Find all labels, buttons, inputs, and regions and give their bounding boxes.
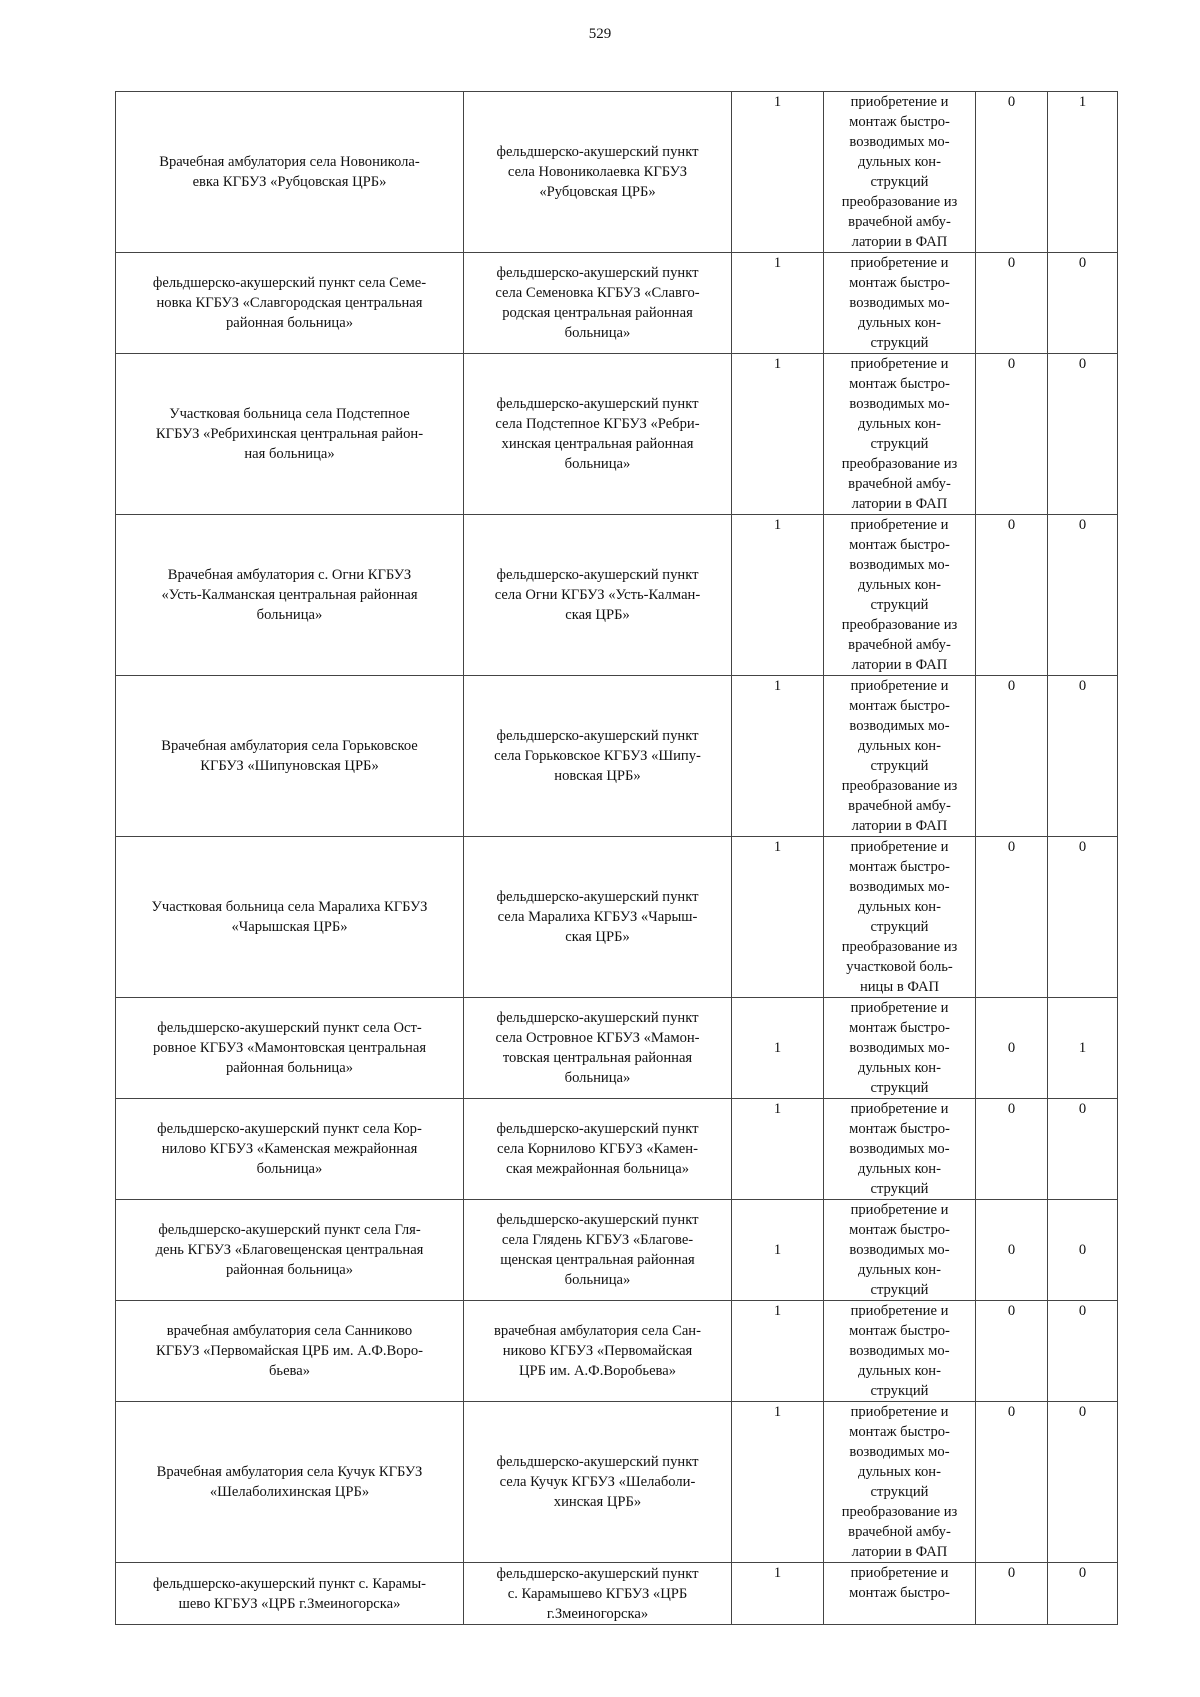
table-row xyxy=(116,1563,1118,1625)
quantity-cell: 1 xyxy=(732,837,824,998)
action-line: преобразование из xyxy=(841,939,958,955)
table-row xyxy=(116,1200,1118,1301)
quantity-cell: 1 xyxy=(732,354,824,515)
facility-line: села Новониколаевка КГБУЗ xyxy=(507,164,688,180)
organization-line: КГБУЗ «Ребрихинская центральная район- xyxy=(155,426,424,442)
action-cell xyxy=(824,515,976,676)
action-line: приобретение и xyxy=(850,94,949,110)
value-cell-1: 0 xyxy=(976,1402,1048,1563)
action-cell xyxy=(824,1301,976,1402)
value-cell-1: 0 xyxy=(976,1099,1048,1200)
facility-line: «Рубцовская ЦРБ» xyxy=(539,184,656,200)
action-line: дульных кон- xyxy=(858,315,941,331)
organization-cell xyxy=(116,998,464,1099)
action-line: возводимых мо- xyxy=(849,396,950,412)
quantity-cell: 1 xyxy=(732,676,824,837)
action-line: возводимых мо- xyxy=(849,1343,950,1359)
organization-cell xyxy=(116,1402,464,1563)
action-line: монтаж быстро- xyxy=(849,859,950,875)
facility-line: ская межрайонная больница» xyxy=(506,1161,689,1177)
action-line: латории в ФАП xyxy=(851,818,948,834)
facility-cell xyxy=(464,253,732,354)
organization-line: Врачебная амбулатория села Горьковское xyxy=(161,738,418,754)
value-cell-2: 0 xyxy=(1048,1301,1118,1402)
organization-line: КГБУЗ «Первомайская ЦРБ им. А.Ф.Воро- xyxy=(155,1343,424,1359)
value-cell-2: 0 xyxy=(1048,837,1118,998)
action-line: приобретение и xyxy=(850,1404,949,1420)
facility-line: села Корнилово КГБУЗ «Камен- xyxy=(497,1141,698,1157)
value-cell-2: 0 xyxy=(1048,1200,1118,1301)
facilities-table-body xyxy=(116,92,1118,1625)
action-line: врачебной амбу- xyxy=(848,637,951,653)
action-line: приобретение и xyxy=(850,678,949,694)
action-line: струкций xyxy=(870,919,929,935)
organization-line: нилово КГБУЗ «Каменская межрайонная xyxy=(161,1141,418,1157)
organization-line: Участковая больница села Подстепное xyxy=(169,406,410,422)
action-line: ницы в ФАП xyxy=(859,979,940,995)
facility-line: товская центральная районная xyxy=(502,1050,693,1066)
facility-line: больница» xyxy=(564,1070,631,1086)
organization-line: новка КГБУЗ «Славгородская центральная xyxy=(156,295,423,311)
action-line: приобретение и xyxy=(850,1303,949,1319)
value-cell-2: 0 xyxy=(1048,354,1118,515)
facility-line: села Семеновка КГБУЗ «Славго- xyxy=(495,285,700,301)
facility-line: села Маралиха КГБУЗ «Чарыш- xyxy=(497,909,698,925)
facility-line: села Подстепное КГБУЗ «Ребри- xyxy=(495,416,700,432)
facility-cell xyxy=(464,1200,732,1301)
facility-line: села Глядень КГБУЗ «Благове- xyxy=(501,1232,694,1248)
table-row xyxy=(116,676,1118,837)
table-row xyxy=(116,837,1118,998)
action-line: возводимых мо- xyxy=(849,134,950,150)
facility-line: хинская ЦРБ» xyxy=(553,1494,642,1510)
facility-line: ская ЦРБ» xyxy=(565,929,630,945)
organization-line: Врачебная амбулатория села Кучук КГБУЗ xyxy=(156,1464,423,1480)
action-line: приобретение и xyxy=(850,1565,949,1581)
action-line: струкций xyxy=(870,1383,929,1399)
value-cell-2: 0 xyxy=(1048,253,1118,354)
action-line: дульных кон- xyxy=(858,1060,941,1076)
facility-line: ЦРБ им. А.Ф.Воробьева» xyxy=(518,1363,677,1379)
action-line: струкций xyxy=(870,758,929,774)
table-row xyxy=(116,1402,1118,1563)
organization-line: больница» xyxy=(256,1161,323,1177)
organization-line: Участковая больница села Маралиха КГБУЗ xyxy=(151,899,428,915)
organization-line: день КГБУЗ «Благовещенская центральная xyxy=(155,1242,424,1258)
action-line: монтаж быстро- xyxy=(849,275,950,291)
action-cell xyxy=(824,354,976,515)
value-cell-2: 0 xyxy=(1048,1563,1118,1625)
facility-cell xyxy=(464,998,732,1099)
organization-cell xyxy=(116,253,464,354)
action-line: возводимых мо- xyxy=(849,1141,950,1157)
action-line: приобретение и xyxy=(850,356,949,372)
value-cell-2: 0 xyxy=(1048,1402,1118,1563)
action-line: преобразование из xyxy=(841,778,958,794)
action-line: приобретение и xyxy=(850,1000,949,1016)
facility-line: села Горьковское КГБУЗ «Шипу- xyxy=(494,748,701,764)
facility-line: фельдшерско-акушерский пункт xyxy=(496,1010,699,1026)
organization-cell xyxy=(116,1099,464,1200)
facility-line: врачебная амбулатория села Сан- xyxy=(494,1323,701,1339)
action-line: дульных кон- xyxy=(858,1464,941,1480)
action-cell xyxy=(824,1200,976,1301)
organization-line: Врачебная амбулатория села Новоникола- xyxy=(159,154,420,170)
action-line: струкций xyxy=(870,174,929,190)
value-cell-2: 1 xyxy=(1048,998,1118,1099)
table-row xyxy=(116,515,1118,676)
action-line: монтаж быстро- xyxy=(849,1424,950,1440)
quantity-cell: 1 xyxy=(732,1301,824,1402)
table-row xyxy=(116,253,1118,354)
facility-line: щенская центральная районная xyxy=(500,1252,695,1268)
facility-line: фельдшерско-акушерский пункт xyxy=(496,728,699,744)
organization-line: «Усть-Калманская центральная районная xyxy=(161,587,418,603)
action-line: возводимых мо- xyxy=(849,1444,950,1460)
action-line: дульных кон- xyxy=(858,1262,941,1278)
organization-line: фельдшерско-акушерский пункт села Семе- xyxy=(152,275,427,291)
table-row xyxy=(116,1099,1118,1200)
facility-line: родская центральная районная xyxy=(502,305,693,321)
action-line: возводимых мо- xyxy=(849,295,950,311)
organization-cell xyxy=(116,676,464,837)
facility-line: больница» xyxy=(564,1272,631,1288)
organization-cell xyxy=(116,92,464,253)
action-line: струкций xyxy=(870,1080,929,1096)
action-line: преобразование из xyxy=(841,456,958,472)
organization-line: евка КГБУЗ «Рубцовская ЦРБ» xyxy=(192,174,387,190)
value-cell-1: 0 xyxy=(976,253,1048,354)
quantity-cell: 1 xyxy=(732,998,824,1099)
organization-line: фельдшерско-акушерский пункт села Кор- xyxy=(157,1121,422,1137)
facility-line: села Островное КГБУЗ «Мамон- xyxy=(495,1030,700,1046)
action-line: струкций xyxy=(870,436,929,452)
action-line: возводимых мо- xyxy=(849,557,950,573)
facility-line: новская ЦРБ» xyxy=(554,768,641,784)
facility-cell xyxy=(464,515,732,676)
action-line: монтаж быстро- xyxy=(849,698,950,714)
action-line: монтаж быстро- xyxy=(849,1323,950,1339)
table-row xyxy=(116,354,1118,515)
quantity-cell: 1 xyxy=(732,1200,824,1301)
value-cell-2: 1 xyxy=(1048,92,1118,253)
quantity-cell: 1 xyxy=(732,1099,824,1200)
action-line: дульных кон- xyxy=(858,1363,941,1379)
action-line: возводимых мо- xyxy=(849,879,950,895)
organization-cell xyxy=(116,1200,464,1301)
value-cell-1: 0 xyxy=(976,1301,1048,1402)
action-cell xyxy=(824,1563,976,1625)
action-line: монтаж быстро- xyxy=(849,1121,950,1137)
table-row xyxy=(116,998,1118,1099)
facility-line: фельдшерско-акушерский пункт xyxy=(496,567,699,583)
action-cell xyxy=(824,998,976,1099)
action-line: струкций xyxy=(870,597,929,613)
organization-cell xyxy=(116,837,464,998)
action-line: возводимых мо- xyxy=(849,1242,950,1258)
action-line: преобразование из xyxy=(841,617,958,633)
facility-cell xyxy=(464,1402,732,1563)
action-cell xyxy=(824,92,976,253)
facility-line: больница» xyxy=(564,325,631,341)
action-line: возводимых мо- xyxy=(849,1040,950,1056)
action-line: приобретение и xyxy=(850,839,949,855)
organization-line: Врачебная амбулатория с. Огни КГБУЗ xyxy=(167,567,412,583)
organization-line: больница» xyxy=(256,607,323,623)
action-line: дульных кон- xyxy=(858,154,941,170)
action-line: струкций xyxy=(870,1181,929,1197)
action-line: монтаж быстро- xyxy=(849,1585,950,1601)
facility-line: фельдшерско-акушерский пункт xyxy=(496,889,699,905)
facility-line: фельдшерско-акушерский пункт xyxy=(496,144,699,160)
facility-line: больница» xyxy=(564,456,631,472)
table-row xyxy=(116,1301,1118,1402)
facility-cell xyxy=(464,92,732,253)
value-cell-2: 0 xyxy=(1048,676,1118,837)
action-line: дульных кон- xyxy=(858,1161,941,1177)
action-line: дульных кон- xyxy=(858,416,941,432)
facility-line: хинская центральная районная xyxy=(501,436,694,452)
table-row xyxy=(116,92,1118,253)
action-line: монтаж быстро- xyxy=(849,376,950,392)
organization-line: «Шелаболихинская ЦРБ» xyxy=(209,1484,370,1500)
organization-line: фельдшерско-акушерский пункт села Ост- xyxy=(157,1020,422,1036)
action-line: дульных кон- xyxy=(858,577,941,593)
facility-line: фельдшерско-акушерский пункт xyxy=(496,396,699,412)
facility-line: фельдшерско-акушерский пункт xyxy=(496,1454,699,1470)
action-line: приобретение и xyxy=(850,255,949,271)
organization-line: фельдшерско-акушерский пункт села Гля- xyxy=(158,1222,421,1238)
quantity-cell: 1 xyxy=(732,1402,824,1563)
facility-line: г.Змеиногорска» xyxy=(546,1605,649,1622)
facility-line: фельдшерско-акушерский пункт xyxy=(496,1121,699,1137)
organization-line: районная больница» xyxy=(225,1262,353,1278)
value-cell-1: 0 xyxy=(976,1563,1048,1625)
organization-line: ровное КГБУЗ «Мамонтовская центральная xyxy=(152,1040,427,1056)
action-line: латории в ФАП xyxy=(851,1544,948,1560)
action-line: приобретение и xyxy=(850,517,949,533)
action-line: врачебной амбу- xyxy=(848,1524,951,1540)
action-cell xyxy=(824,1402,976,1563)
facilities-table xyxy=(115,91,1118,1625)
action-line: монтаж быстро- xyxy=(849,1020,950,1036)
organization-line: районная больница» xyxy=(225,1060,353,1076)
action-line: приобретение и xyxy=(850,1202,949,1218)
organization-line: КГБУЗ «Шипуновская ЦРБ» xyxy=(200,758,379,774)
action-line: врачебной амбу- xyxy=(848,214,951,230)
value-cell-1: 0 xyxy=(976,676,1048,837)
organization-cell xyxy=(116,354,464,515)
value-cell-2: 0 xyxy=(1048,515,1118,676)
quantity-cell: 1 xyxy=(732,253,824,354)
action-line: преобразование из xyxy=(841,1504,958,1520)
facility-line: фельдшерско-акушерский пункт xyxy=(496,265,699,281)
action-line: возводимых мо- xyxy=(849,718,950,734)
value-cell-1: 0 xyxy=(976,837,1048,998)
organization-line: бьева» xyxy=(268,1363,311,1379)
facility-cell xyxy=(464,837,732,998)
action-line: латории в ФАП xyxy=(851,657,948,673)
action-line: латории в ФАП xyxy=(851,496,948,512)
action-cell xyxy=(824,837,976,998)
action-line: монтаж быстро- xyxy=(849,1222,950,1238)
organization-line: врачебная амбулатория села Санниково xyxy=(166,1323,413,1339)
organization-line: ная больница» xyxy=(244,446,335,462)
organization-line: фельдшерско-акушерский пункт с. Карамы- xyxy=(152,1575,427,1592)
facility-cell xyxy=(464,1099,732,1200)
organization-cell xyxy=(116,515,464,676)
value-cell-1: 0 xyxy=(976,1200,1048,1301)
value-cell-1: 0 xyxy=(976,92,1048,253)
organization-line: «Чарышская ЦРБ» xyxy=(231,919,348,935)
facility-cell xyxy=(464,354,732,515)
organization-cell xyxy=(116,1301,464,1402)
organization-line: шево КГБУЗ «ЦРБ г.Змеиногорска» xyxy=(178,1595,401,1612)
action-cell xyxy=(824,253,976,354)
facility-line: села Огни КГБУЗ «Усть-Калман- xyxy=(494,587,701,603)
action-line: струкций xyxy=(870,1484,929,1500)
facility-line: никово КГБУЗ «Первомайская xyxy=(502,1343,693,1359)
organization-line: районная больница» xyxy=(225,315,353,331)
value-cell-1: 0 xyxy=(976,354,1048,515)
value-cell-2: 0 xyxy=(1048,1099,1118,1200)
quantity-cell: 1 xyxy=(732,515,824,676)
action-cell xyxy=(824,676,976,837)
action-line: струкций xyxy=(870,1282,929,1298)
facility-cell xyxy=(464,1301,732,1402)
facility-cell xyxy=(464,676,732,837)
action-line: струкций xyxy=(870,335,929,351)
action-line: монтаж быстро- xyxy=(849,114,950,130)
action-cell xyxy=(824,1099,976,1200)
facility-line: села Кучук КГБУЗ «Шелаболи- xyxy=(499,1474,696,1490)
action-line: приобретение и xyxy=(850,1101,949,1117)
facility-line: ская ЦРБ» xyxy=(565,607,630,623)
organization-cell xyxy=(116,1563,464,1625)
quantity-cell: 1 xyxy=(732,1563,824,1625)
facility-line: фельдшерско-акушерский пункт xyxy=(496,1212,699,1228)
quantity-cell: 1 xyxy=(732,92,824,253)
action-line: врачебной амбу- xyxy=(848,798,951,814)
action-line: монтаж быстро- xyxy=(849,537,950,553)
action-line: дульных кон- xyxy=(858,899,941,915)
facility-line: фельдшерско-акушерский пункт xyxy=(496,1565,699,1582)
value-cell-1: 0 xyxy=(976,515,1048,676)
action-line: дульных кон- xyxy=(858,738,941,754)
action-line: преобразование из xyxy=(841,194,958,210)
page-number: 529 xyxy=(588,26,612,42)
action-line: участковой боль- xyxy=(846,959,953,975)
facility-cell xyxy=(464,1563,732,1625)
facility-line: с. Карамышево КГБУЗ «ЦРБ xyxy=(507,1585,688,1602)
value-cell-1: 0 xyxy=(976,998,1048,1099)
action-line: врачебной амбу- xyxy=(848,476,951,492)
action-line: латории в ФАП xyxy=(851,234,948,250)
